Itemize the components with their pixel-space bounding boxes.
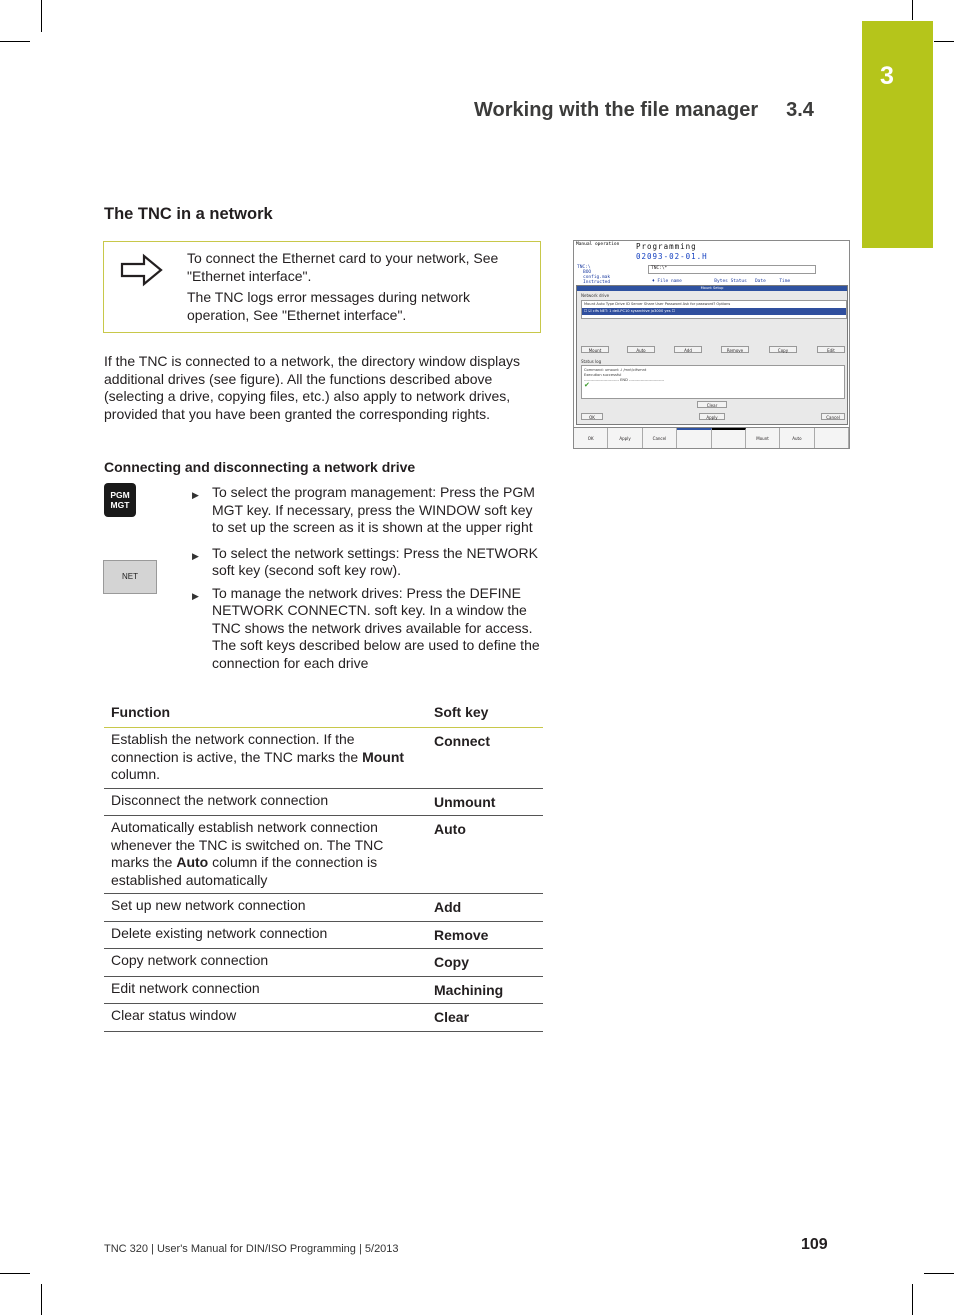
table-row xyxy=(104,728,543,789)
function-cell xyxy=(104,976,427,1004)
table-row xyxy=(104,921,543,949)
softkey-auto: Auto xyxy=(780,428,814,449)
table-row xyxy=(104,949,543,977)
function-cell xyxy=(104,788,427,816)
note-box xyxy=(103,241,541,333)
copy-button: Copy xyxy=(769,346,797,353)
key-label: PGM xyxy=(110,490,130,500)
table-header-row xyxy=(104,700,543,728)
check-icon: ✔ xyxy=(584,381,590,389)
softkey-cell: Auto xyxy=(427,816,543,894)
chapter-tab xyxy=(862,21,933,248)
softkey-cell: Unmount xyxy=(427,788,543,816)
crop-mark xyxy=(41,1284,42,1315)
table-row xyxy=(104,976,543,1004)
softkey-mount: Mount xyxy=(746,428,780,449)
crop-mark xyxy=(0,41,30,42)
grid-row: ☐ ☑ cifs NET: 1 dell-PC10 sysarchive jo3000 yes ☐ xyxy=(582,308,846,315)
add-button: Add xyxy=(674,346,702,353)
function-text: column. xyxy=(111,766,161,782)
softkey-cell: Connect xyxy=(427,728,543,789)
status-log-label: Status log xyxy=(581,359,602,364)
mount-setup-dialog xyxy=(576,285,848,425)
table-header: Soft key xyxy=(427,700,543,728)
function-cell xyxy=(104,949,427,977)
step-item xyxy=(192,585,542,673)
softkey-cancel: Cancel xyxy=(643,428,677,449)
function-table xyxy=(104,700,543,1032)
triangle-bullet-icon: ▶ xyxy=(192,590,199,601)
ok-button: OK xyxy=(581,413,603,420)
table-row xyxy=(104,788,543,816)
auto-button: Auto xyxy=(627,346,655,353)
screenshot-program-title: Programming xyxy=(636,242,697,251)
mount-button: Mount xyxy=(581,346,609,353)
status-line: --------------------------- END --------------------------- xyxy=(584,378,665,382)
key-label: MGT xyxy=(110,500,130,510)
edit-button: Edit xyxy=(817,346,845,353)
screenshot-path: TNC:\* xyxy=(648,265,816,274)
table-header: Function xyxy=(104,700,427,728)
triangle-bullet-icon: ▶ xyxy=(192,490,199,500)
function-cell xyxy=(104,894,427,922)
subsection-title: Connecting and disconnecting a network drive xyxy=(104,459,416,475)
step-text: To select the network settings: Press the NETWORK soft key (second soft key row). xyxy=(212,544,539,578)
pgm-mgt-key-icon xyxy=(104,483,136,517)
softkey-blank xyxy=(712,428,746,449)
table-row xyxy=(104,1004,543,1032)
softkey-blank xyxy=(677,428,711,449)
table-row xyxy=(104,894,543,922)
net-softkey-icon: NET xyxy=(103,560,157,594)
function-cell xyxy=(104,728,427,789)
crop-mark xyxy=(934,41,954,42)
softkey-cell: Remove xyxy=(427,921,543,949)
running-head-title: Working with the file manager xyxy=(474,99,759,121)
screenshot-mode: Manual operation xyxy=(576,242,620,247)
note-line: The TNC logs error messages during network operation, See "Ethernet interface". xyxy=(187,289,470,323)
table-row xyxy=(104,816,543,894)
crop-mark xyxy=(41,0,42,32)
softkey-cell: Copy xyxy=(427,949,543,977)
crop-mark xyxy=(924,1273,954,1274)
crop-mark xyxy=(912,0,913,20)
section-title: The TNC in a network xyxy=(104,205,273,223)
function-text: Edit network connection xyxy=(111,979,260,996)
softkey-ok: OK xyxy=(574,428,608,449)
softkey-cell: Clear xyxy=(427,1004,543,1032)
status-line: Execution successful xyxy=(584,373,622,377)
grid-header: Mount Auto Type Drive ID Server Share User Password Ask for password? Options xyxy=(584,302,731,306)
step-list xyxy=(192,484,542,677)
function-text: Set up new network connection xyxy=(111,897,306,913)
function-text: Establish the network connection. If the connection is active, the TNC marks the xyxy=(111,731,363,765)
softkey-apply: Apply xyxy=(608,428,642,449)
function-text: Clear status window xyxy=(111,1007,237,1023)
softkey-cell: Machining xyxy=(427,976,543,1004)
function-cell xyxy=(104,816,427,894)
screenshot-program-file: 02093-02-01.H xyxy=(636,252,708,261)
status-log xyxy=(581,365,845,399)
chapter-number: 3 xyxy=(880,62,894,90)
step-text: To select the program management: Press the PGM MGT key. If necessary, press the WINDOW soft key to set up the screen as it is shown at the upper right xyxy=(212,484,535,535)
tree-item: TNC:\ xyxy=(577,265,591,270)
screenshot-columns: ♦ File name Bytes Status Date Time xyxy=(652,279,791,284)
dialog-title: Mount Setup xyxy=(577,286,847,291)
function-cell xyxy=(104,1004,427,1032)
footer-text: TNC 320 | User's Manual for DIN/ISO Programming | 5/2013 xyxy=(104,1243,399,1255)
running-head xyxy=(474,99,814,122)
cancel-button: Cancel xyxy=(821,413,845,420)
tnc-screenshot xyxy=(573,240,850,449)
triangle-bullet-icon: ▶ xyxy=(192,550,199,561)
function-bold: Auto xyxy=(176,854,209,870)
function-cell xyxy=(104,921,427,949)
note-line: To connect the Ethernet card to your network, See "Ethernet interface". xyxy=(187,250,499,284)
remove-button: Remove xyxy=(721,346,749,353)
softkey-row xyxy=(574,427,849,449)
function-text: Copy network connection xyxy=(111,952,269,968)
network-drive-label: Network drive xyxy=(581,293,610,298)
drive-grid xyxy=(581,300,847,319)
function-text: Delete existing network connection xyxy=(111,924,328,941)
tree-item: BOO xyxy=(583,270,592,275)
step-item xyxy=(192,484,542,537)
right-arrow-icon xyxy=(120,253,164,287)
function-bold: Mount xyxy=(362,748,405,765)
tree-item: config.mak xyxy=(583,275,611,280)
function-text: column if the connection is established automatically xyxy=(111,854,378,888)
intro-paragraph: If the TNC is connected to a network, the directory window displays additional drives (see figure). All the functions described above (selecting a drive, copying files, etc.) also apply to network drives, provided that you have been granted the corresponding rights. xyxy=(104,353,521,422)
tree-item: Instructed xyxy=(583,280,611,285)
crop-mark xyxy=(0,1273,30,1274)
step-text: To manage the network drives: Press the DEFINE NETWORK CONNECTN. soft key. In a window the TNC shows the network drives available for access. The soft keys described below are used to define the connection for each drive xyxy=(212,584,540,671)
apply-button: Apply xyxy=(699,413,725,420)
softkey-cell: Add xyxy=(427,894,543,922)
running-head-number: 3.4 xyxy=(786,99,814,121)
note-text xyxy=(187,250,527,328)
clear-button: Clear xyxy=(697,401,727,408)
softkey-blank xyxy=(815,428,849,449)
crop-mark xyxy=(912,1284,913,1315)
page-number: 109 xyxy=(801,1236,828,1253)
step-item xyxy=(192,545,542,580)
function-text: Disconnect the network connection xyxy=(111,791,329,808)
screenshot-tree xyxy=(577,265,610,285)
status-line: Command: umount -l /mnt/cifsmnt xyxy=(584,368,647,372)
function-text: Automatically establish network connection whenever the TNC is switched on. The TNC marks the xyxy=(111,819,384,870)
